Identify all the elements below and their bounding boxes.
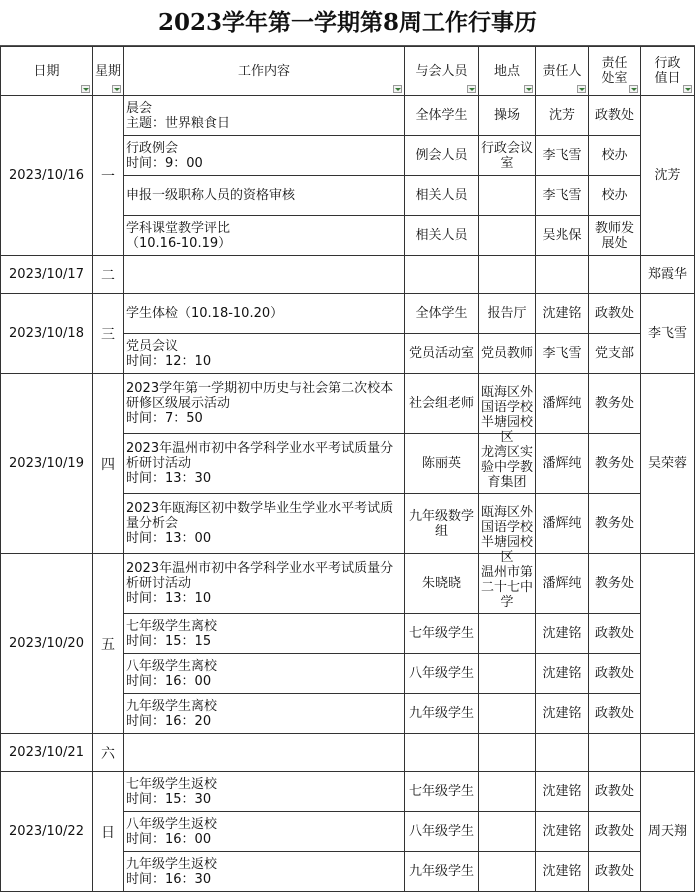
owner-cell[interactable] [536,136,589,176]
content-cell-text: 2023年温州市初中各学科学业水平考试质量分析研讨活动 时间：13：10 [126,561,394,606]
weekday-cell-text: 四 [101,456,115,473]
duty-cell[interactable] [641,374,695,554]
sheet-title: 2023学年第一学期第8周工作行事历 [0,0,695,46]
location-cell[interactable] [479,812,536,852]
duty-cell[interactable] [641,294,695,374]
attendees-cell-text: 七年级学生 [408,784,474,799]
content-cell[interactable] [124,334,405,374]
attendees-cell[interactable] [405,334,479,374]
duty-cell-text: 李飞雪 [647,326,687,341]
table-row [1,554,695,614]
dept-cell[interactable] [589,812,641,852]
owner-cell[interactable] [536,654,589,694]
owner-cell-text: 潘辉纯 [542,516,582,531]
owner-cell-text: 沈建铭 [542,666,582,681]
location-cell[interactable] [479,294,536,334]
content-cell[interactable] [124,734,405,772]
content-cell-text: 2023学年第一学期初中历史与社会第二次校本研修区级展示活动 时间：7：50 [126,381,394,426]
dept-cell-text: 教务处 [594,516,634,531]
content-cell-text: 2023年温州市初中各学科学业水平考试质量分析研讨活动 时间：13：30 [126,441,394,486]
content-cell[interactable] [124,136,405,176]
owner-cell-text: 潘辉纯 [542,456,582,471]
location-cell-text: 瓯海区外国语学校半塘园校区 [481,384,534,445]
content-cell-text: 九年级学生返校 时间：16：30 [126,856,218,887]
dept-cell-text: 政教处 [594,706,634,721]
schedule-table [0,46,695,892]
filter-dropdown-icon[interactable] [629,85,638,93]
dept-cell[interactable] [589,694,641,734]
owner-cell-text: 沈建铭 [542,864,582,879]
owner-cell-text: 沈建铭 [542,706,582,721]
date-cell-text: 2023/10/18 [9,326,84,341]
dept-cell-text: 校办 [601,148,628,163]
attendees-cell[interactable] [405,434,479,494]
owner-cell[interactable] [536,812,589,852]
location-cell-text: 行政会议室 [481,140,534,171]
weekday-cell[interactable] [93,96,124,256]
attendees-cell[interactable] [405,554,479,614]
attendees-cell-text: 相关人员 [415,188,468,203]
attendees-cell[interactable] [405,96,479,136]
content-cell-text: 学生体检（10.18-10.20） [126,306,284,321]
owner-cell-text: 沈建铭 [542,626,582,641]
location-cell-text: 龙湾区实验中学教育集团 [481,444,534,490]
owner-cell[interactable] [536,614,589,654]
attendees-cell-text: 八年级学生 [408,824,474,839]
content-cell[interactable] [124,216,405,256]
owner-cell[interactable] [536,734,589,772]
location-cell-text: 操场 [493,108,520,123]
attendees-cell[interactable] [405,852,479,892]
attendees-cell[interactable] [405,216,479,256]
duty-cell-text: 沈芳 [654,168,681,183]
content-cell[interactable] [124,614,405,654]
attendees-cell[interactable] [405,812,479,852]
table-row [1,96,695,136]
location-cell[interactable] [479,374,536,445]
duty-cell[interactable] [641,734,695,772]
col-header-attendees: 与会人员 [405,47,479,96]
owner-cell-text: 李飞雪 [542,346,582,361]
content-cell[interactable] [124,772,405,812]
filter-dropdown-icon[interactable] [683,85,692,93]
owner-cell-text: 潘辉纯 [542,396,582,411]
owner-cell[interactable] [536,772,589,812]
duty-cell[interactable] [641,772,695,892]
date-cell-text: 2023/10/16 [9,168,84,183]
location-cell[interactable] [479,96,536,136]
owner-cell[interactable] [536,256,589,294]
duty-cell-text: 郑霞华 [647,267,687,282]
content-cell[interactable] [124,294,405,334]
weekday-cell-text: 三 [101,326,115,343]
dept-cell-text: 政教处 [594,864,634,879]
dept-cell-text: 政教处 [594,306,634,321]
duty-cell[interactable] [641,96,695,256]
content-cell-text: 七年级学生离校 时间：15：15 [126,618,218,649]
owner-cell-text: 潘辉纯 [542,576,582,591]
weekday-cell[interactable] [93,294,124,374]
location-cell-text: 瓯海区外国语学校半塘园校区 [481,504,534,565]
attendees-cell-text: 社会组老师 [408,396,474,411]
owner-cell[interactable] [536,374,589,434]
col-header-dept: 责任处室 [589,47,641,96]
attendees-cell-text: 朱晓晓 [421,576,461,591]
attendees-cell-text: 例会人员 [415,148,468,163]
location-cell[interactable] [479,256,536,294]
dept-cell[interactable] [589,256,641,294]
dept-cell-text: 政教处 [594,108,634,123]
attendees-cell-text: 党员活动室 [408,346,474,361]
filter-dropdown-icon[interactable] [112,85,121,93]
header-row [1,47,695,96]
dept-cell[interactable] [589,554,641,614]
col-header-duty: 行政值日 [641,47,695,96]
duty-cell-text: 吴荣蓉 [647,456,687,471]
date-cell[interactable] [1,96,93,256]
content-cell[interactable] [124,176,405,216]
attendees-cell[interactable] [405,614,479,654]
table-row [1,374,695,434]
dept-cell[interactable] [589,216,641,256]
content-cell[interactable] [124,96,405,136]
owner-cell-text: 李飞雪 [542,188,582,203]
table-row [1,256,695,294]
location-cell-text: 报告厅 [487,306,527,321]
attendees-cell[interactable] [405,494,479,554]
dept-cell[interactable] [589,294,641,334]
content-cell-text: 八年级学生返校 时间：16：00 [126,816,218,847]
dept-cell[interactable] [589,852,641,892]
owner-cell[interactable] [536,554,589,614]
content-cell[interactable] [124,694,405,734]
filter-dropdown-icon[interactable] [81,85,90,93]
attendees-cell-text: 九年级学生 [408,706,474,721]
dept-cell[interactable] [589,374,641,434]
location-cell[interactable] [479,694,536,734]
content-cell-text: 晨会 主题：世界粮食日 [126,100,231,131]
dept-cell[interactable] [589,734,641,772]
location-cell[interactable] [479,334,536,374]
owner-cell-text: 沈建铭 [542,306,582,321]
filter-dropdown-icon[interactable] [577,85,586,93]
col-header-content: 工作内容 [124,47,405,96]
date-cell-text: 2023/10/19 [9,456,84,471]
weekday-cell[interactable] [93,374,124,554]
attendees-cell[interactable] [405,772,479,812]
dept-cell-text: 校办 [601,188,628,203]
date-cell[interactable] [1,772,93,892]
weekday-cell[interactable] [93,772,124,892]
date-cell[interactable] [1,734,93,772]
attendees-cell[interactable] [405,374,479,434]
content-cell-text: 八年级学生离校 时间：16：00 [126,658,218,689]
owner-cell[interactable] [536,434,589,494]
date-cell[interactable] [1,554,93,734]
content-cell[interactable] [124,812,405,852]
location-cell[interactable] [479,494,536,565]
dept-cell-text: 党支部 [594,346,634,361]
dept-cell-text: 政教处 [594,666,634,681]
content-cell-text: 九年级学生离校 时间：16：20 [126,698,218,729]
attendees-cell-text: 八年级学生 [408,666,474,681]
content-cell[interactable] [124,374,405,434]
dept-cell-text: 政教处 [594,784,634,799]
table-row [1,772,695,812]
owner-cell[interactable] [536,216,589,256]
dept-cell[interactable] [589,176,641,216]
dept-cell[interactable] [589,96,641,136]
weekday-cell[interactable] [93,554,124,734]
attendees-cell-text: 陈丽英 [421,456,461,471]
content-cell[interactable] [124,494,405,554]
location-cell[interactable] [479,654,536,694]
content-cell-text: 七年级学生返校 时间：15：30 [126,776,218,807]
dept-cell-text: 教师发展处 [594,220,634,251]
filter-dropdown-icon[interactable] [393,85,402,93]
location-cell[interactable] [479,772,536,812]
attendees-cell[interactable] [405,654,479,694]
dept-cell[interactable] [589,136,641,176]
schedule-body [1,96,695,892]
weekday-cell-text: 日 [101,824,115,841]
owner-cell-text: 沈建铭 [542,784,582,799]
location-cell[interactable] [479,614,536,654]
dept-cell[interactable] [589,654,641,694]
date-cell-text: 2023/10/20 [9,636,84,651]
attendees-cell-text: 全体学生 [415,306,468,321]
col-header-weekday: 星期 [93,47,124,96]
attendees-cell[interactable] [405,136,479,176]
location-cell-text: 党员教师 [481,346,534,361]
content-cell[interactable] [124,654,405,694]
attendees-cell-text: 九年级数学组 [408,508,474,539]
owner-cell[interactable] [536,694,589,734]
dept-cell-text: 教务处 [594,396,634,411]
owner-cell[interactable] [536,294,589,334]
owner-cell-text: 吴兆保 [542,228,582,243]
owner-cell[interactable] [536,96,589,136]
attendees-cell[interactable] [405,294,479,334]
attendees-cell-text: 全体学生 [415,108,468,123]
content-cell-text: 学科课堂教学评比 （10.16-10.19） [126,220,232,251]
date-cell[interactable] [1,294,93,374]
location-cell[interactable] [479,734,536,772]
content-cell-text: 党员会议 时间：12：10 [126,338,212,369]
weekday-cell-text: 五 [101,636,115,653]
table-row [1,734,695,772]
attendees-cell[interactable] [405,256,479,294]
content-cell-text: 行政例会 时间：9：00 [126,140,203,171]
dept-cell[interactable] [589,494,641,554]
col-header-date: 日期 [1,47,93,96]
content-cell-text: 2023年瓯海区初中数学毕业生学业水平考试质量分析会 时间：13：00 [126,501,394,546]
date-cell-text: 2023/10/17 [9,267,84,282]
date-cell-text: 2023/10/21 [9,745,84,760]
attendees-cell[interactable] [405,694,479,734]
date-cell[interactable] [1,374,93,554]
location-cell[interactable] [479,852,536,892]
content-cell[interactable] [124,852,405,892]
date-cell-text: 2023/10/22 [9,824,84,839]
duty-cell[interactable] [641,256,695,294]
dept-cell-text: 政教处 [594,824,634,839]
owner-cell-text: 沈芳 [548,108,575,123]
weekday-cell[interactable] [93,256,124,294]
content-cell[interactable] [124,256,405,294]
location-cell[interactable] [479,136,536,176]
content-cell[interactable] [124,434,405,494]
content-cell-text: 申报一级职称人员的资格审核 [126,188,296,203]
duty-cell[interactable] [641,554,695,734]
dept-cell[interactable] [589,434,641,494]
table-row [1,294,695,334]
weekday-cell-text: 二 [101,267,115,284]
col-header-location: 地点 [479,47,536,96]
dept-cell-text: 政教处 [594,626,634,641]
location-cell[interactable] [479,216,536,256]
date-cell[interactable] [1,256,93,294]
weekday-cell-text: 六 [101,745,115,762]
attendees-cell[interactable] [405,734,479,772]
col-header-owner: 责任人 [536,47,589,96]
weekday-cell[interactable] [93,734,124,772]
owner-cell[interactable] [536,334,589,374]
content-cell[interactable] [124,554,405,614]
attendees-cell-text: 相关人员 [415,228,468,243]
dept-cell[interactable] [589,772,641,812]
dept-cell-text: 教务处 [594,456,634,471]
weekday-cell-text: 一 [101,168,115,185]
filter-dropdown-icon[interactable] [467,85,476,93]
attendees-cell-text: 七年级学生 [408,626,474,641]
attendees-cell-text: 九年级学生 [408,864,474,879]
owner-cell-text: 沈建铭 [542,824,582,839]
attendees-cell[interactable] [405,176,479,216]
location-cell-text: 温州市第二十七中学 [481,564,534,610]
duty-cell-text: 周天翔 [647,824,687,839]
dept-cell[interactable] [589,614,641,654]
owner-cell-text: 李飞雪 [542,148,582,163]
dept-cell-text: 教务处 [594,576,634,591]
owner-cell[interactable] [536,176,589,216]
owner-cell[interactable] [536,494,589,554]
owner-cell[interactable] [536,852,589,892]
dept-cell[interactable] [589,334,641,374]
filter-dropdown-icon[interactable] [524,85,533,93]
location-cell[interactable] [479,176,536,216]
